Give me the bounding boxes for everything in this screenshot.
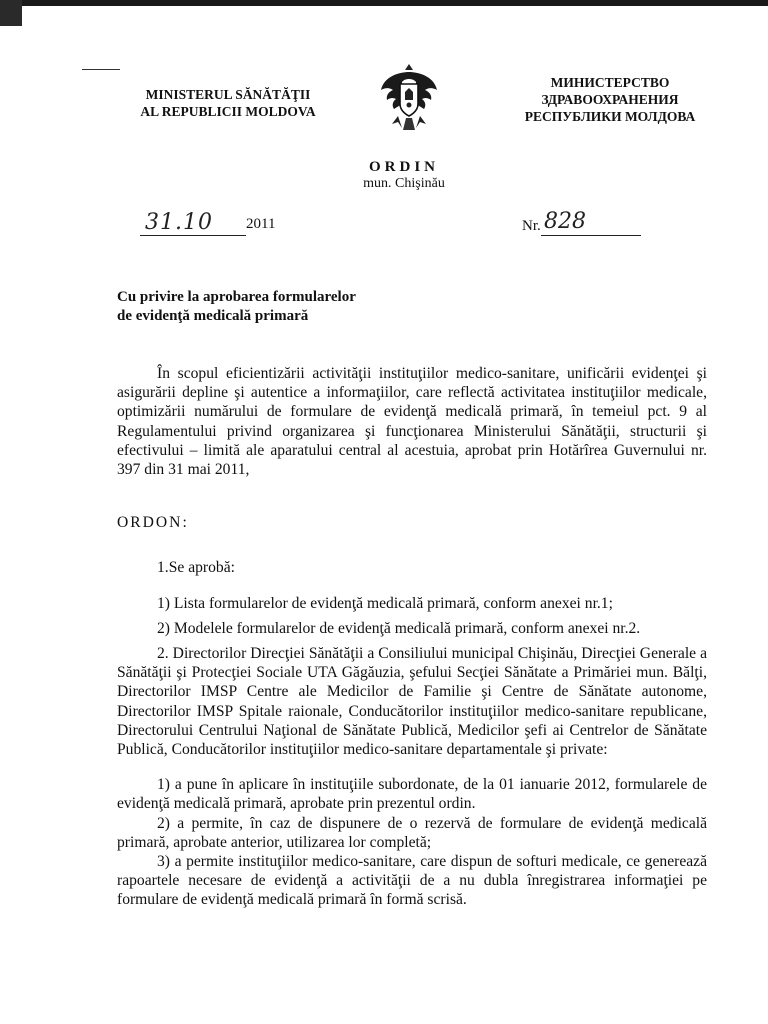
order-year: 2011 [246, 216, 276, 232]
ministry-ru-line3: РЕСПУБЛИКИ МОЛДОВА [524, 109, 696, 124]
coat-of-arms-icon [378, 60, 440, 136]
header-dash [82, 69, 120, 70]
clause-1: 1.Se aprobă: [157, 559, 235, 577]
clause-1-2: 2) Modelele formularelor de evidenţă medicală primară, conform anexei nr.2. [157, 619, 641, 637]
order-body [117, 364, 707, 910]
clause-2-1: 1) a pune în aplicare în instituţiile subordonate, de la 01 ianuarie 2012, formularele de evidenţă medicală primară, aprobate prin prezentul ordin. [117, 776, 707, 813]
ministry-ru-line1: МИНИСТЕРСТВО [550, 75, 670, 90]
subject-line2: de evidenţă medicală primară [117, 308, 309, 324]
order-number-label: Nr. [522, 218, 541, 234]
clause-1-1: 1) Lista formularelor de evidenţă medicală primară, conform anexei nr.1; [157, 594, 613, 612]
order-city: mun. Chişinău [363, 176, 445, 191]
subject-line1: Cu privire la aprobarea formularelor [117, 289, 356, 305]
clause-2-3: 3) a permite instituţiilor medico-sanitare, care dispun de softuri medicale, ce generează rapoartele necesare de evidenţă a activităţii de a nu dubla înregistrarea informaţiei pe formulare de evidenţă medicală primară în formă scrisă. [117, 853, 707, 909]
number-underline [541, 235, 641, 236]
ministry-ro-line2: AL REPUBLICII MOLDOVA [140, 104, 316, 119]
ministry-header-ro [108, 86, 348, 120]
preamble-paragraph: În scopul eficientizării activităţii instituţiilor medico-sanitare, unificării evidenţei şi asigurării depline şi autentice a informaţiilor, care reflectă activitatea instituţiilor medicale, optimizării numărului de formulare de evidenţă medicală primară, în temeiul pct. 9 al Regulamentului privind organizarea şi funcţionarea Ministerului Sănătăţii, structurii şi efectivului – limită ale aparatului central al acestuia, aprobat prin Hotărîrea Guvernului nr. 397 din 31 mai 2011, [117, 365, 707, 479]
date-underline [140, 235, 246, 236]
ministry-ro-line1: MINISTERUL SĂNĂTĂŢII [145, 87, 311, 102]
order-title: ORDIN [368, 159, 439, 175]
ministry-ru-line2: ЗДРАВООХРАНЕНИЯ [541, 92, 679, 107]
ordon-heading: ORDON: [117, 514, 189, 532]
handwritten-order-number: 828 [544, 209, 586, 234]
clause-2-2: 2) a permite, în caz de dispunere de o rezervă de formulare de evidenţă medicală primară, aprobate anterior, utilizarea lor completă; [117, 814, 707, 851]
handwritten-date: 31.10 [145, 210, 213, 235]
ministry-header-ru [490, 74, 730, 125]
order-subject [117, 288, 356, 326]
scan-corner-mark [0, 0, 22, 26]
clause-2: 2. Directorilor Direcţiei Sănătăţii a Consiliului municipal Chişinău, Direcţiei Generale a Sănătăţii şi Protecţiei Sociale UTA Găgăuzia, şefului Secţiei Sănătate a Primăriei mun. Bălţi, Directorilor IMSP Centre ale Medicilor de Familie şi Centre de Sănătate autonome, Directorilor IMSP Spitale raionale, Conducătorilor instituţiilor medico-sanitare republicane, Directorului Centrului Naţional de Sănătate Publică, Medicilor şefi ai Centrelor de Sănătate Publică, Conducătorilor instituţiilor medico-sanitare departamentale şi private: [117, 645, 707, 759]
scan-top-edge [0, 0, 768, 6]
